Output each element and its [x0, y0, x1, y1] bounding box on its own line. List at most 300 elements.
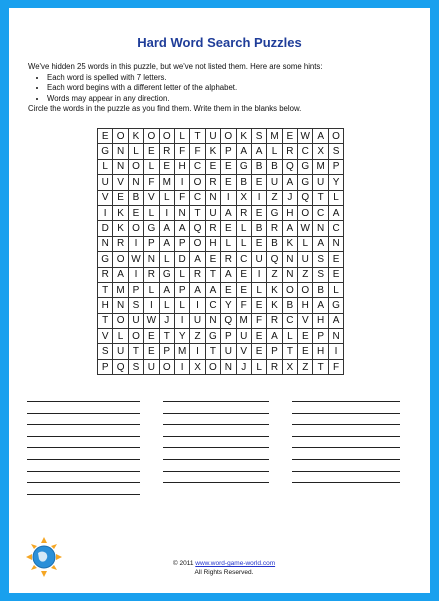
grid-cell[interactable]: I	[98, 205, 113, 220]
grid-cell[interactable]: U	[298, 252, 313, 267]
grid-cell[interactable]: P	[221, 144, 236, 159]
grid-cell[interactable]: F	[144, 175, 159, 190]
grid-cell[interactable]: O	[113, 129, 128, 144]
grid-cell[interactable]: O	[113, 313, 128, 328]
answer-blank-line[interactable]	[27, 447, 140, 448]
grid-cell[interactable]: A	[251, 144, 266, 159]
grid-cell[interactable]: R	[144, 267, 159, 282]
grid-cell[interactable]: A	[205, 282, 220, 297]
grid-cell[interactable]: C	[236, 252, 251, 267]
grid-cell[interactable]: E	[205, 252, 220, 267]
grid-cell[interactable]: G	[236, 159, 251, 174]
grid-cell[interactable]: K	[236, 129, 251, 144]
grid-cell[interactable]: E	[144, 144, 159, 159]
grid-cell[interactable]: M	[174, 344, 189, 359]
grid-cell[interactable]: G	[98, 252, 113, 267]
grid-cell[interactable]: I	[174, 175, 189, 190]
grid-row	[98, 329, 344, 344]
grid-cell[interactable]: E	[144, 344, 159, 359]
grid-cell[interactable]: G	[298, 159, 313, 174]
grid-cell[interactable]: A	[282, 221, 297, 236]
grid-cell[interactable]: T	[282, 344, 297, 359]
grid-cell[interactable]: O	[128, 221, 143, 236]
grid-cell[interactable]: Y	[221, 298, 236, 313]
answer-blank-line[interactable]	[27, 413, 140, 414]
grid-cell[interactable]: E	[298, 344, 313, 359]
grid-cell[interactable]: L	[98, 159, 113, 174]
grid-cell[interactable]: L	[159, 190, 174, 205]
grid-cell[interactable]: O	[144, 129, 159, 144]
grid-cell[interactable]: R	[236, 205, 251, 220]
grid-cell[interactable]: E	[205, 159, 220, 174]
grid-cell[interactable]: Z	[298, 267, 313, 282]
answer-blank-line[interactable]	[27, 459, 140, 460]
grid-cell[interactable]: Q	[190, 221, 205, 236]
answer-blank-line[interactable]	[163, 436, 269, 437]
grid-cell[interactable]: C	[313, 205, 328, 220]
grid-cell[interactable]: O	[328, 129, 343, 144]
grid-cell[interactable]: U	[313, 175, 328, 190]
grid-row	[98, 129, 344, 144]
grid-cell[interactable]: L	[159, 298, 174, 313]
answer-blank-line[interactable]	[292, 436, 400, 437]
grid-cell[interactable]: N	[113, 298, 128, 313]
grid-cell[interactable]: M	[236, 313, 251, 328]
grid-cell[interactable]: H	[205, 236, 220, 251]
grid-cell[interactable]: T	[128, 344, 143, 359]
grid-cell[interactable]: V	[236, 344, 251, 359]
grid-cell[interactable]: Q	[113, 359, 128, 374]
answer-blank-line[interactable]	[163, 459, 269, 460]
grid-cell[interactable]: I	[328, 344, 343, 359]
grid-cell[interactable]: F	[174, 190, 189, 205]
grid-cell[interactable]: N	[221, 359, 236, 374]
grid-cell[interactable]: J	[236, 359, 251, 374]
grid-cell[interactable]: A	[236, 144, 251, 159]
grid-cell[interactable]: K	[267, 298, 282, 313]
grid-cell[interactable]: L	[282, 329, 297, 344]
grid-cell[interactable]: C	[190, 190, 205, 205]
grid-cell[interactable]: P	[174, 236, 189, 251]
answer-blank-line[interactable]	[292, 447, 400, 448]
grid-cell[interactable]: N	[174, 205, 189, 220]
grid-cell[interactable]: I	[251, 190, 266, 205]
grid-cell[interactable]: I	[190, 344, 205, 359]
grid-cell[interactable]: V	[144, 190, 159, 205]
grid-cell[interactable]: U	[205, 129, 220, 144]
grid-cell[interactable]: U	[98, 175, 113, 190]
grid-cell[interactable]: W	[128, 252, 143, 267]
grid-cell[interactable]: E	[251, 175, 266, 190]
grid-row	[98, 221, 344, 236]
grid-cell[interactable]: G	[328, 298, 343, 313]
grid-cell[interactable]: G	[298, 175, 313, 190]
hints-list	[28, 73, 423, 105]
answer-blank-line[interactable]	[292, 424, 400, 425]
grid-cell[interactable]: A	[313, 298, 328, 313]
answer-blank-line[interactable]	[163, 401, 269, 402]
grid-cell[interactable]: U	[236, 329, 251, 344]
grid-cell[interactable]: Q	[282, 159, 297, 174]
answer-blank-line[interactable]	[27, 494, 140, 495]
grid-cell[interactable]: F	[251, 313, 266, 328]
grid-cell[interactable]: E	[113, 190, 128, 205]
grid-cell[interactable]: E	[98, 129, 113, 144]
grid-row	[98, 159, 344, 174]
grid-cell[interactable]: G	[144, 221, 159, 236]
grid-cell[interactable]: E	[236, 267, 251, 282]
grid-cell[interactable]: L	[128, 144, 143, 159]
grid-cell[interactable]: Q	[267, 252, 282, 267]
grid-cell[interactable]: E	[298, 329, 313, 344]
grid-cell[interactable]: L	[267, 144, 282, 159]
grid-cell[interactable]: E	[251, 329, 266, 344]
grid-cell[interactable]: A	[113, 267, 128, 282]
grid-cell[interactable]: L	[251, 282, 266, 297]
grid-cell[interactable]: N	[313, 221, 328, 236]
grid-cell[interactable]: L	[328, 282, 343, 297]
grid-cell[interactable]: B	[267, 236, 282, 251]
grid-cell[interactable]: H	[298, 298, 313, 313]
grid-cell[interactable]: W	[298, 129, 313, 144]
grid-cell[interactable]: A	[159, 221, 174, 236]
grid-cell[interactable]: E	[144, 329, 159, 344]
grid-cell[interactable]: A	[159, 236, 174, 251]
answer-blank-line[interactable]	[292, 482, 400, 483]
grid-cell[interactable]: O	[190, 175, 205, 190]
grid-cell[interactable]: B	[251, 159, 266, 174]
grid-cell[interactable]: S	[251, 129, 266, 144]
grid-cell[interactable]: O	[128, 159, 143, 174]
hint-item: • Each word is spelled with 7 letters.	[47, 73, 423, 84]
grid-cell[interactable]: S	[128, 298, 143, 313]
grid-cell[interactable]: T	[205, 267, 220, 282]
grid-cell[interactable]: G	[205, 329, 220, 344]
grid-cell[interactable]: P	[174, 282, 189, 297]
hint-item: • Words may appear in any direction.	[47, 94, 423, 105]
grid-cell[interactable]: H	[282, 205, 297, 220]
grid-cell[interactable]: N	[128, 175, 143, 190]
grid-cell[interactable]: R	[221, 252, 236, 267]
grid-cell[interactable]: H	[174, 159, 189, 174]
grid-cell[interactable]: L	[174, 129, 189, 144]
grid-cell[interactable]: P	[128, 282, 143, 297]
grid-cell[interactable]: V	[113, 175, 128, 190]
grid-cell[interactable]: K	[113, 221, 128, 236]
grid-cell[interactable]: R	[282, 144, 297, 159]
grid-cell[interactable]: T	[205, 344, 220, 359]
grid-cell[interactable]: E	[221, 282, 236, 297]
grid-cell[interactable]: I	[128, 236, 143, 251]
answer-blank-line[interactable]	[27, 471, 140, 472]
grid-cell[interactable]: A	[221, 205, 236, 220]
grid-cell[interactable]: C	[190, 159, 205, 174]
grid-row	[98, 144, 344, 159]
grid-cell[interactable]: T	[190, 205, 205, 220]
grid-cell[interactable]: U	[128, 313, 143, 328]
grid-cell[interactable]: I	[221, 190, 236, 205]
grid-cell[interactable]: O	[159, 359, 174, 374]
copyright-text: © 2011	[172, 560, 194, 567]
grid-cell[interactable]: L	[298, 236, 313, 251]
website-link[interactable]: www.word-game-world.com	[195, 560, 276, 567]
grid-cell[interactable]: O	[205, 359, 220, 374]
grid-cell[interactable]: E	[159, 159, 174, 174]
answer-blank-line[interactable]	[163, 471, 269, 472]
answer-blank-line[interactable]	[27, 401, 140, 402]
intro-line: We've hidden 25 words in this puzzle, but we've not listed them. Here are some hints:	[28, 62, 323, 71]
grid-cell[interactable]: N	[205, 190, 220, 205]
grid-cell[interactable]: P	[313, 329, 328, 344]
grid-cell[interactable]: Q	[298, 190, 313, 205]
grid-cell[interactable]: E	[221, 175, 236, 190]
grid-cell[interactable]: K	[205, 144, 220, 159]
copyright-line	[134, 559, 314, 568]
grid-cell[interactable]: M	[159, 175, 174, 190]
grid-cell[interactable]: U	[144, 359, 159, 374]
grid-cell[interactable]: E	[221, 221, 236, 236]
grid-cell[interactable]: L	[144, 205, 159, 220]
grid-cell[interactable]: D	[174, 252, 189, 267]
grid-cell[interactable]: O	[298, 282, 313, 297]
grid-cell[interactable]: O	[113, 252, 128, 267]
grid-cell[interactable]: E	[328, 267, 343, 282]
grid-cell[interactable]: G	[98, 144, 113, 159]
grid-cell[interactable]: R	[113, 236, 128, 251]
grid-cell[interactable]: Y	[328, 175, 343, 190]
grid-cell[interactable]: I	[128, 267, 143, 282]
grid-cell[interactable]: I	[174, 313, 189, 328]
grid-cell[interactable]: D	[98, 221, 113, 236]
grid-cell[interactable]: S	[98, 344, 113, 359]
grid-cell[interactable]: P	[159, 344, 174, 359]
grid-cell[interactable]: A	[328, 205, 343, 220]
grid-cell[interactable]: E	[251, 298, 266, 313]
grid-cell[interactable]: X	[282, 359, 297, 374]
grid-cell[interactable]: E	[251, 344, 266, 359]
grid-cell[interactable]: J	[159, 313, 174, 328]
grid-cell[interactable]: P	[144, 236, 159, 251]
answer-blank-line[interactable]	[27, 424, 140, 425]
grid-cell[interactable]: N	[282, 252, 297, 267]
grid-cell[interactable]: B	[282, 298, 297, 313]
grid-cell[interactable]: W	[298, 221, 313, 236]
grid-cell[interactable]: A	[267, 329, 282, 344]
grid-cell[interactable]: R	[98, 267, 113, 282]
grid-cell[interactable]: X	[236, 190, 251, 205]
grid-cell[interactable]: Q	[221, 313, 236, 328]
grid-cell[interactable]: T	[313, 359, 328, 374]
grid-cell[interactable]: M	[267, 129, 282, 144]
grid-cell[interactable]: N	[205, 313, 220, 328]
grid-cell[interactable]: E	[282, 129, 297, 144]
grid-cell[interactable]: N	[113, 144, 128, 159]
grid-cell[interactable]: R	[159, 144, 174, 159]
grid-cell[interactable]: K	[128, 129, 143, 144]
grid-cell[interactable]: R	[267, 359, 282, 374]
grid-cell[interactable]: L	[221, 236, 236, 251]
grid-cell[interactable]: L	[113, 329, 128, 344]
grid-cell[interactable]: N	[328, 236, 343, 251]
grid-cell[interactable]: R	[205, 221, 220, 236]
instructions	[28, 62, 423, 115]
grid-cell[interactable]: O	[221, 129, 236, 144]
grid-cell[interactable]: G	[159, 267, 174, 282]
grid-cell[interactable]: L	[174, 298, 189, 313]
grid-cell[interactable]: U	[205, 205, 220, 220]
grid-cell[interactable]: X	[313, 144, 328, 159]
grid-cell[interactable]: L	[236, 221, 251, 236]
grid-cell[interactable]: J	[282, 190, 297, 205]
grid-cell[interactable]: S	[128, 359, 143, 374]
grid-cell[interactable]: L	[159, 252, 174, 267]
grid-cell[interactable]: S	[328, 144, 343, 159]
grid-cell[interactable]: H	[313, 344, 328, 359]
grid-cell[interactable]: G	[267, 205, 282, 220]
grid-cell[interactable]: C	[205, 298, 220, 313]
grid-cell[interactable]: E	[251, 236, 266, 251]
answer-blank-line[interactable]	[163, 447, 269, 448]
grid-cell[interactable]: U	[113, 344, 128, 359]
grid-cell[interactable]: A	[190, 282, 205, 297]
grid-cell[interactable]: O	[128, 329, 143, 344]
grid-cell[interactable]: I	[174, 359, 189, 374]
grid-cell[interactable]: S	[313, 252, 328, 267]
grid-cell[interactable]: N	[113, 159, 128, 174]
grid-cell[interactable]: U	[251, 252, 266, 267]
grid-cell[interactable]: B	[128, 190, 143, 205]
grid-cell[interactable]: A	[328, 313, 343, 328]
grid-cell[interactable]: N	[98, 236, 113, 251]
grid-cell[interactable]: K	[113, 205, 128, 220]
grid-cell[interactable]: F	[236, 298, 251, 313]
grid-cell[interactable]: T	[98, 282, 113, 297]
grid-cell[interactable]: E	[236, 282, 251, 297]
grid-cell[interactable]: H	[98, 298, 113, 313]
grid-cell[interactable]: A	[282, 175, 297, 190]
grid-cell[interactable]: I	[159, 205, 174, 220]
grid-cell[interactable]: R	[267, 221, 282, 236]
grid-cell[interactable]: I	[144, 298, 159, 313]
grid-cell[interactable]: I	[251, 267, 266, 282]
grid-row	[98, 205, 344, 220]
grid-cell[interactable]: A	[174, 221, 189, 236]
grid-cell[interactable]: T	[190, 129, 205, 144]
grid-cell[interactable]: I	[190, 298, 205, 313]
grid-cell[interactable]: L	[144, 282, 159, 297]
grid-cell[interactable]: T	[98, 313, 113, 328]
answer-blank-line[interactable]	[292, 471, 400, 472]
grid-cell[interactable]: A	[313, 129, 328, 144]
grid-cell[interactable]: W	[144, 313, 159, 328]
grid-cell[interactable]: E	[128, 205, 143, 220]
grid-cell[interactable]: M	[313, 159, 328, 174]
answer-blank-line[interactable]	[292, 413, 400, 414]
rights-text: All Rights Reserved.	[194, 569, 254, 576]
grid-cell[interactable]: U	[267, 175, 282, 190]
world-globe-logo-icon	[24, 535, 64, 583]
answer-blank-line[interactable]	[163, 424, 269, 425]
grid-cell[interactable]: V	[298, 313, 313, 328]
grid-cell[interactable]: U	[190, 313, 205, 328]
grid-cell[interactable]: N	[144, 252, 159, 267]
grid-cell[interactable]: K	[282, 236, 297, 251]
grid-cell[interactable]: L	[236, 236, 251, 251]
answer-blank-line[interactable]	[163, 413, 269, 414]
grid-cell[interactable]: T	[313, 190, 328, 205]
grid-cell[interactable]: C	[298, 144, 313, 159]
answer-blank-line[interactable]	[292, 459, 400, 460]
grid-cell[interactable]: N	[328, 329, 343, 344]
grid-cell[interactable]: Z	[267, 190, 282, 205]
grid-cell[interactable]: A	[190, 252, 205, 267]
grid-cell[interactable]: T	[159, 329, 174, 344]
answer-blank-line[interactable]	[27, 482, 140, 483]
grid-cell[interactable]: A	[159, 282, 174, 297]
grid-cell[interactable]: Z	[267, 267, 282, 282]
grid-cell[interactable]: U	[221, 344, 236, 359]
grid-cell[interactable]: L	[144, 159, 159, 174]
grid-cell[interactable]: L	[328, 190, 343, 205]
grid-cell[interactable]: R	[190, 267, 205, 282]
grid-cell[interactable]: L	[251, 359, 266, 374]
grid-cell[interactable]: V	[98, 190, 113, 205]
grid-cell[interactable]: Z	[190, 329, 205, 344]
grid-cell[interactable]: B	[267, 159, 282, 174]
answer-blank-line[interactable]	[163, 482, 269, 483]
grid-cell[interactable]: O	[190, 236, 205, 251]
grid-cell[interactable]: R	[205, 175, 220, 190]
hint-item: • Each word begins with a different letter of the alphabet.	[47, 83, 423, 94]
grid-cell[interactable]: F	[174, 144, 189, 159]
grid-cell[interactable]: F	[190, 144, 205, 159]
grid-cell[interactable]: E	[251, 205, 266, 220]
answer-blank-line[interactable]	[292, 401, 400, 402]
grid-cell[interactable]: P	[98, 359, 113, 374]
grid-cell[interactable]: V	[98, 329, 113, 344]
grid-cell[interactable]: Z	[298, 359, 313, 374]
grid-cell[interactable]: B	[313, 282, 328, 297]
grid-cell[interactable]: A	[221, 267, 236, 282]
grid-cell[interactable]: B	[236, 175, 251, 190]
answer-blank-line[interactable]	[27, 436, 140, 437]
grid-cell[interactable]: O	[159, 129, 174, 144]
grid-cell[interactable]: A	[313, 236, 328, 251]
grid-cell[interactable]: O	[298, 205, 313, 220]
grid-cell[interactable]: H	[313, 313, 328, 328]
grid-cell[interactable]: P	[267, 344, 282, 359]
grid-cell[interactable]: E	[328, 252, 343, 267]
grid-cell[interactable]: E	[221, 159, 236, 174]
grid-row	[98, 267, 344, 282]
grid-cell[interactable]: B	[251, 221, 266, 236]
grid-cell[interactable]: L	[174, 267, 189, 282]
grid-cell[interactable]: C	[328, 221, 343, 236]
grid-cell[interactable]: R	[267, 313, 282, 328]
grid-cell[interactable]: K	[267, 282, 282, 297]
grid-cell[interactable]: Y	[174, 329, 189, 344]
grid-cell[interactable]: M	[113, 282, 128, 297]
grid-cell[interactable]: O	[282, 282, 297, 297]
grid-cell[interactable]: P	[328, 159, 343, 174]
grid-row	[98, 298, 344, 313]
grid-cell[interactable]: C	[282, 313, 297, 328]
grid-cell[interactable]: N	[282, 267, 297, 282]
grid-cell[interactable]: F	[328, 359, 343, 374]
grid-cell[interactable]: P	[221, 329, 236, 344]
grid-cell[interactable]: X	[190, 359, 205, 374]
grid-cell[interactable]: S	[313, 267, 328, 282]
